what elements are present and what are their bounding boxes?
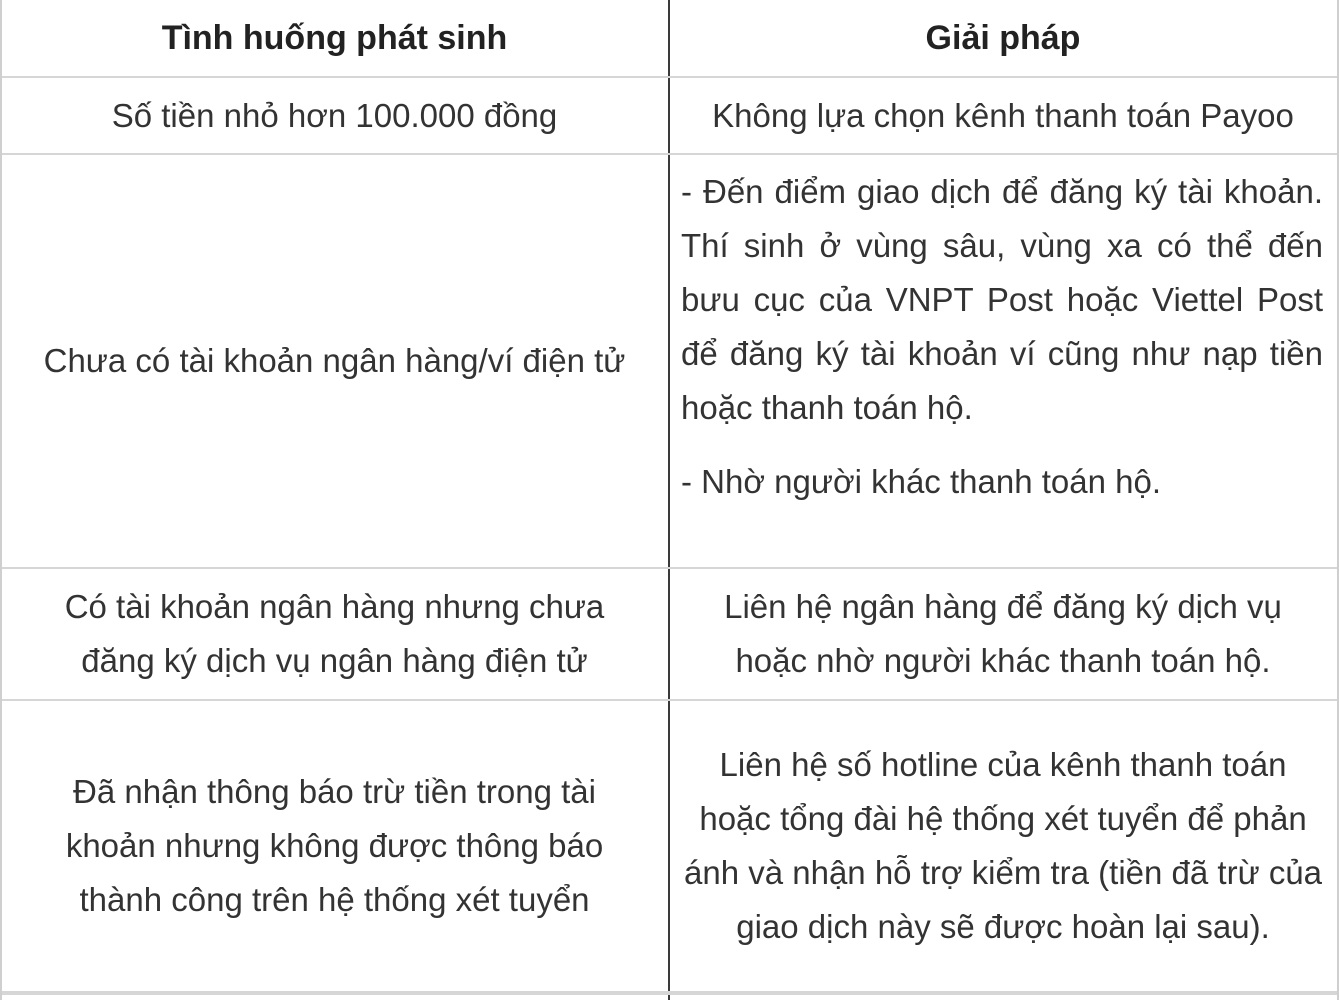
situation-cell: Có tài khoản ngân hàng nhưng chưa đăng ký dịch vụ ngân hàng điện tử — [64, 588, 605, 679]
header-situation: Tình huống phát sinh — [161, 19, 508, 57]
solution-cell: Liên hệ số hotline của kênh thanh toán hoặc tổng đài hệ thống xét tuyển để phản ánh và nhận hỗ trợ kiểm tra (tiền đã trừ của giao dịch này sẽ được hoàn lại sau). — [683, 746, 1323, 945]
situation-cell: Chưa có tài khoản ngân hàng/ví điện tử — [43, 342, 626, 379]
solution-cell: Không lựa chọn kênh thanh toán Payoo — [712, 96, 1294, 134]
table-row — [2, 701, 1337, 993]
table-row — [2, 78, 1337, 155]
situation-cell: Đã nhận thông báo trừ tiền trong tài khoản nhưng không được thông báo thành công trên hệ thống xét tuyển — [65, 773, 604, 918]
table-row — [2, 569, 1337, 701]
table-row — [2, 155, 1337, 569]
solution-cell: Liên hệ ngân hàng để đăng ký dịch vụ hoặc nhờ người khác thanh toán hộ. — [724, 588, 1282, 679]
solution-cell — [669, 155, 1337, 567]
header-solution: Giải pháp — [925, 19, 1081, 57]
solution-paragraph: - Đến điểm giao dịch để đăng ký tài khoản. Thí sinh ở vùng sâu, vùng xa có thể đến bưu cục của VNPT Post hoặc Viettel Post để đăng ký tài khoản ví cũng như nạp tiền hoặc thanh toán hộ. — [681, 173, 1323, 426]
table-header-row — [2, 0, 1337, 78]
situation-cell: Số tiền nhỏ hơn 100.000 đồng — [111, 96, 558, 134]
solution-paragraph: - Nhờ người khác thanh toán hộ. — [681, 463, 1161, 500]
table-bottom-border — [2, 993, 1337, 995]
